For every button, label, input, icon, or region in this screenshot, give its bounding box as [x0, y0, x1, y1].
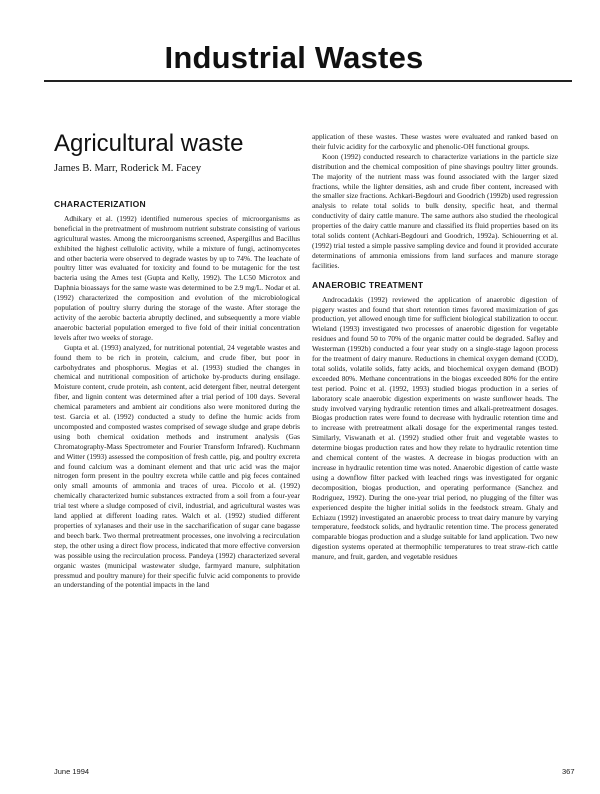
article-authors: James B. Marr, Roderick M. Facey [54, 163, 202, 174]
paragraph: application of these wastes. These wastes were evaluated and ranked based on their fulvic acidity for the carboxylic and phenolic-OH functional groups. [312, 132, 558, 151]
section-heading-anaerobic-treatment: ANAEROBIC TREATMENT [312, 279, 424, 290]
header-divider [44, 80, 572, 82]
paragraph: Koon (1992) conducted research to characterize variations in the particle size distribution and the chemical composition of pine shavings poultry litter grounds. The majority of the nutrient mass was found associated with the larger sized fractions, while the lighter densities, ash and crude fiber content, increased with the smaller size fractions. Achkari-Begdouri and Goodrich (1992b) used regression analysis to relate total solids to bulk density, specific heat, and thermal conductivity of dairy cattle manure. The same authors also studied the rheological properties of the dairy cattle manure and classified its fluid properties based on its total solids content (Achkari-Begdouri and Goodrich, 1992a). Schiouerring et al. (1992) trial tested a simple passive sampling device and found it provided accurate determinations of ammonia emissions from land surfaces and manure storage facilities. [312, 151, 558, 270]
journal-section-title: Industrial Wastes [164, 40, 424, 75]
paragraph: Gupta et al. (1993) analyzed, for nutritional potential, 24 vegetable wastes and found them to be rich in protein, calcium, and crude fiber, but poor in carbohydrates and phosphorus. Megias et al. (1993) studied the changes in chemical and nutritional composition of artichoke by-products during ensilage. Moisture content, crude protein, ash content, acid detergent fiber, neutral detergent fiber, and lignin content was determined after a trial period of 100 days. Several chemical parameters and ambient air conditions also were monitored during the test. Garcia et al. (1992) conducted a study to define the humic acids from uncomposted and composted wastes comprised of sewage sludge and grape debris using both chemical oxidation methods and instrument analysis (Gas Chromatography-Mass Spectrometer and Fourier Transform Infrared). Kuchmann and Witter (1993) assessed the composition of fresh cattle, pig, and poultry excreta and found calcium was a dominant element and that uric acid was the major nitrogen form present in the poultry excreta while cattle and pig feces contained only small amounts of ammonia and traces of urea. Piccolo et al. (1992) chemically characterized humic substances extracted from a soil from a four-year trial test where a sludge composed of civil, industrial, and agricultural wastes was land applied at different loading rates. Walch et al. (1992) studied different properties of xylanases and their use in the saccharification of sugar cane bagasse and beech bark. Two thermal pretreatment processes, one involving a recirculation step, the other using a direct flow process, indicated that more effective conversion was possible using the recirculation process. Pandeya (1992) characterized several organic wastes (municipal wastewater sludge, farmyard manure, sulphitation pressmud and poultry manure) for their specific fulvic acid components to provide an understanding of the potential impacts in the land [54, 342, 300, 590]
paragraph: Androcadakis (1992) reviewed the application of anaerobic digestion of piggery wastes and found that short retention times favored maximization of gas production, yet allowed enough time for sufficient biological stabilization to occur. Wieland (1993) investigated two processes of anaerobic digestion for vegetable residues and found 50 to 70% of the organic matter could be degraded. Safley and Westerman (1992b) conducted a four year study on a single-stage lagoon process for the treatment of dairy manure. Reductions in chemical oxygen demand (COD), total solids, volatile solids, fatty acids, and biochemical oxygen demand (BOD) exceeded 80%. Methane concentrations in the biogas exceeded 80% for the entire test period. Poinc et al. (1992, 1993) studied biogas production in a series of laboratory scale anaerobic digestion experiments on waste sunflower heads. The study involved varying hydraulic retention times and alkali-pretreatment dosages. Biogas production rates were found to decrease with hydraulic retention time and to increase with pretreatment alkali dosage for the experimental ranges tested. Similarly, Viswanath et al. (1992) studied other fruit and vegetable wastes to determine biogas production rates and how they relate to hydraulic retention time and chemical content of the wastes. A decrease in biogas production with an increase in hydraulic retention time was noted. Anaerobic digestion of cattle waste using a downflow filter packed with leached rings was investigated for organic decomposition, biogas production, and operating performance (Sanchez and Rodriguez, 1992). During the one-year trial period, no plugging of the filter was experienced despite the higher initial solids in the feedstock stream. Ghaly and Echiazu (1992) investigated an anaerobic process to treat dairy manure by varying temperature, feedstock solids, and hydraulic retention time. The process generated comparable biogas production and a sludge suitable for land application. Two new digestion systems operated at thermophilic temperatures to treat straw-rich cattle manure, and fruit, garden, and vegetable residues [312, 294, 558, 562]
section-heading-characterization: CHARACTERIZATION [54, 199, 146, 209]
page-number: 367 [562, 767, 575, 776]
left-column [54, 200, 300, 590]
paragraph: Adhikary et al. (1992) identified numerous species of microorganisms as beneficial in the pretreatment of mushroom nutrient substrate consisting of various agricultural wastes. Among the microorganisms screened, Aspergillus and Bacillus exhibited the highest cellulolic activity, while a mixture of fungi, actinomycetes and other bacteria were observed to degrade wastes by up to 74%. The leachate of poultry litter was evaluated for toxicity and found to be mutagenic for the test bacteria using the Ames test (Gupta and Kelly, 1992). The LC50 Microtox and Daphnia bioassays for the same waste was determined to be 2.9 mg/L. Nodar et al. (1992) characterized the composition and evolution of the microbiological population of poultry slurry during the storage of the waste. After storage the activity of the aerobic bacteria abruptly declined, and subsequently a more viable anaerobic bacterial population emerged to five fold of their initial concentration levels after two weeks of storage. [54, 213, 300, 342]
right-column [312, 132, 558, 562]
article-title: Agricultural waste [54, 130, 244, 157]
footer-date: June 1994 [54, 767, 90, 776]
